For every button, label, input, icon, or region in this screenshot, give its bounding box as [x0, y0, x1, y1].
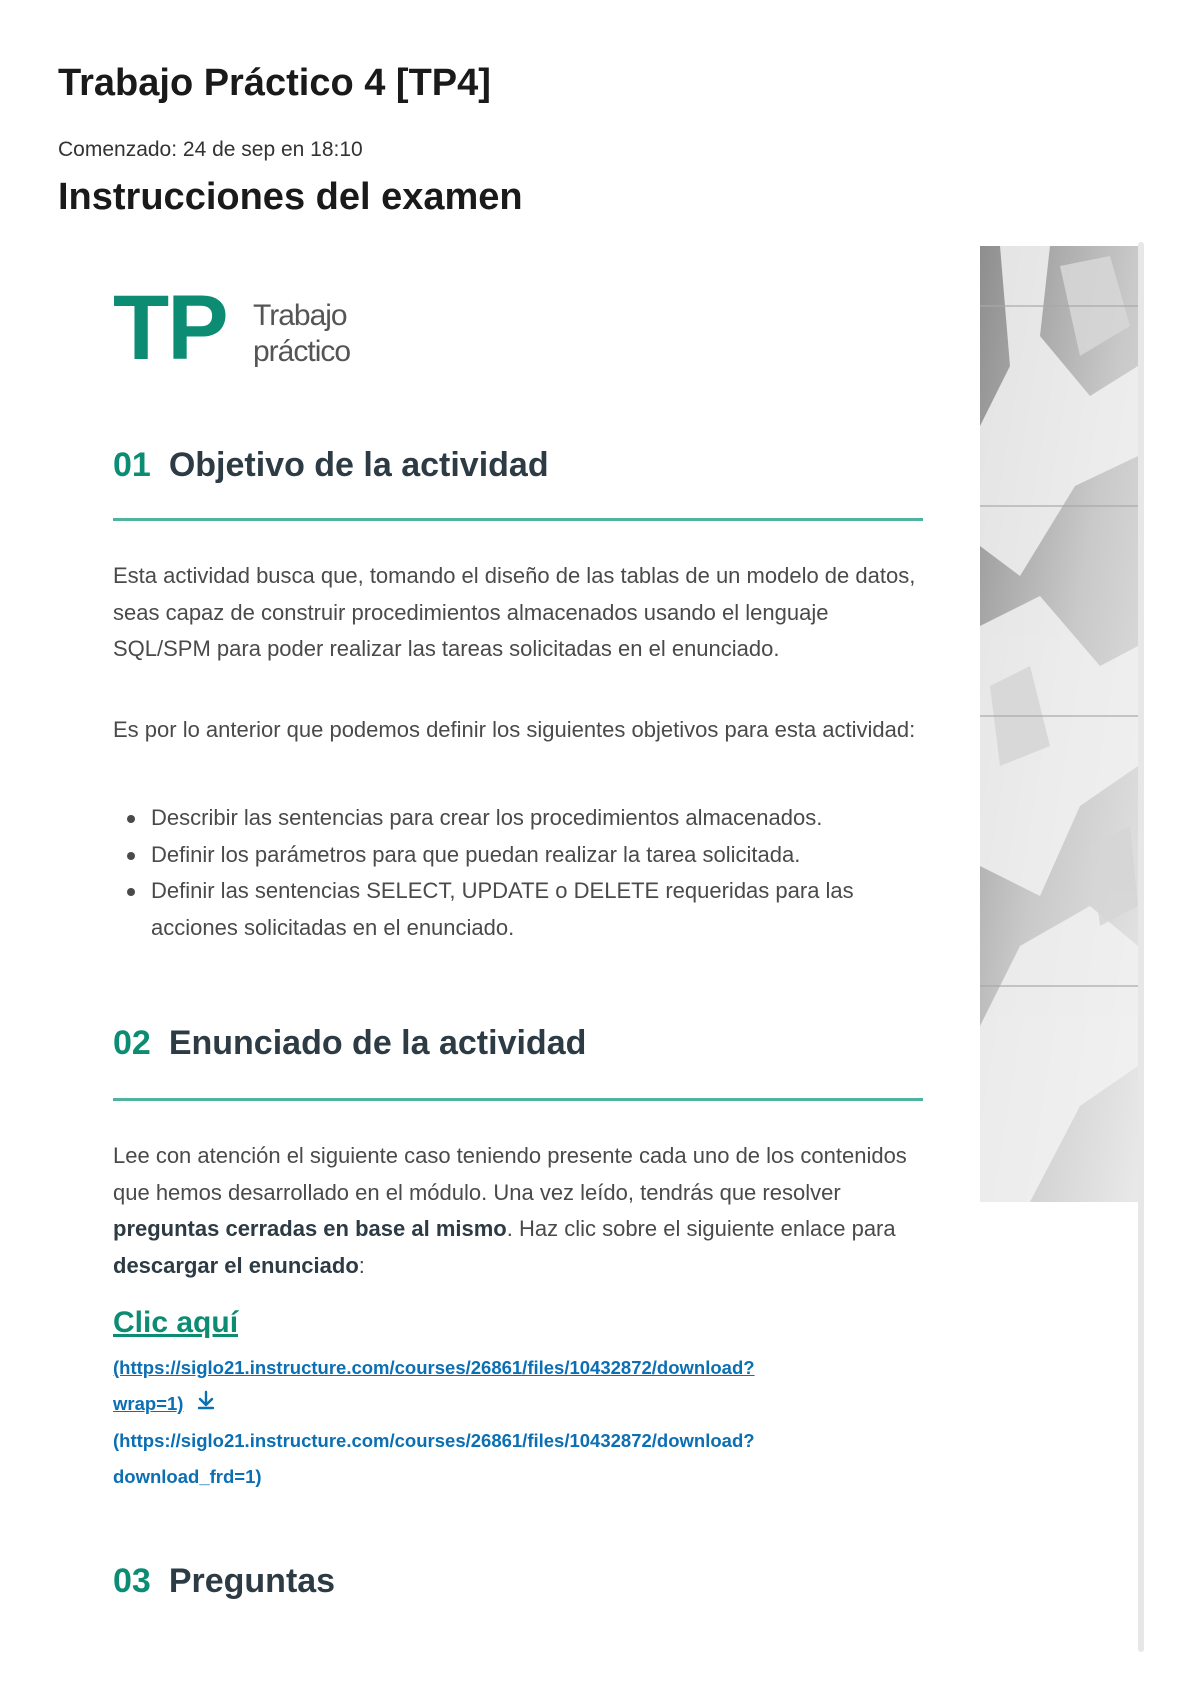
section-2-heading [113, 1024, 923, 1063]
logo-text [253, 298, 350, 370]
download-link-end[interactable]: download_frd=1) [113, 1466, 262, 1488]
preview-link-end[interactable]: wrap=1) [113, 1393, 184, 1414]
started-timestamp: Comenzado: 24 de sep en 18:10 [58, 138, 363, 161]
para-text: . Haz clic sobre el siguiente enlace para [506, 1216, 896, 1241]
section-2-paragraph [113, 1138, 923, 1284]
para-bold: preguntas cerradas en base al mismo [113, 1216, 507, 1241]
section-3-number: 03 [113, 1562, 151, 1600]
logo-mark: TP [113, 277, 227, 379]
section-2-number: 02 [113, 1024, 151, 1062]
page-title: Trabajo Práctico 4 [TP4] [58, 62, 491, 104]
section-3-title: Preguntas [168, 1562, 336, 1600]
section-1-heading [113, 446, 923, 485]
para-bold: descargar el enunciado [113, 1252, 359, 1278]
section-1-title: Objetivo de la actividad [168, 446, 549, 484]
list-item: Describir las sentencias para crear los procedimientos almacenados. [113, 800, 923, 837]
instructions-title: Instrucciones del examen [58, 176, 523, 218]
list-item: Definir las sentencias SELECT, UPDATE o DELETE requeridas para las acciones solicitadas en el enunciado. [113, 873, 923, 946]
scrollbar[interactable] [1138, 242, 1144, 1652]
section-1-divider [113, 518, 923, 521]
list-item: Definir los parámetros para que puedan realizar la tarea solicitada. [113, 837, 923, 874]
logo-line2: práctico [253, 335, 351, 368]
download-links [113, 1350, 923, 1495]
section-1-paragraph-2: Es por lo anterior que podemos definir los siguientes objetivos para esta actividad: [113, 717, 916, 742]
para-text: : [358, 1252, 365, 1278]
section-1-number: 01 [113, 446, 151, 484]
preview-link[interactable]: (https://siglo21.instructure.com/courses/26861/files/10432872/download? [113, 1357, 755, 1378]
objectives-list [113, 800, 923, 946]
clic-aqui-link[interactable]: Clic aquí [113, 1306, 239, 1339]
section-2-divider [113, 1098, 923, 1101]
section-2-title: Enunciado de la actividad [168, 1024, 587, 1062]
download-link[interactable]: (https://siglo21.instructure.com/courses/26861/files/10432872/download? [113, 1430, 755, 1452]
decorative-side-image [980, 246, 1138, 1202]
section-3-heading [113, 1562, 923, 1601]
architecture-image [980, 246, 1138, 1202]
download-arrow-icon[interactable] [195, 1387, 217, 1423]
section-1-paragraph-1: Esta actividad busca que, tomando el diseño de las tablas de un modelo de datos, seas capaz de construir procedimientos almacenados usando el lenguaje SQL/SPM para poder realizar las tareas solicitadas en el enunciado. [113, 563, 916, 661]
logo-line1: Trabajo [253, 299, 347, 332]
para-text: Lee con atención el siguiente caso teniendo presente cada uno de los contenidos que hemos desarrollado en el módulo. Una vez leído, tendrás que resolver [113, 1143, 907, 1205]
